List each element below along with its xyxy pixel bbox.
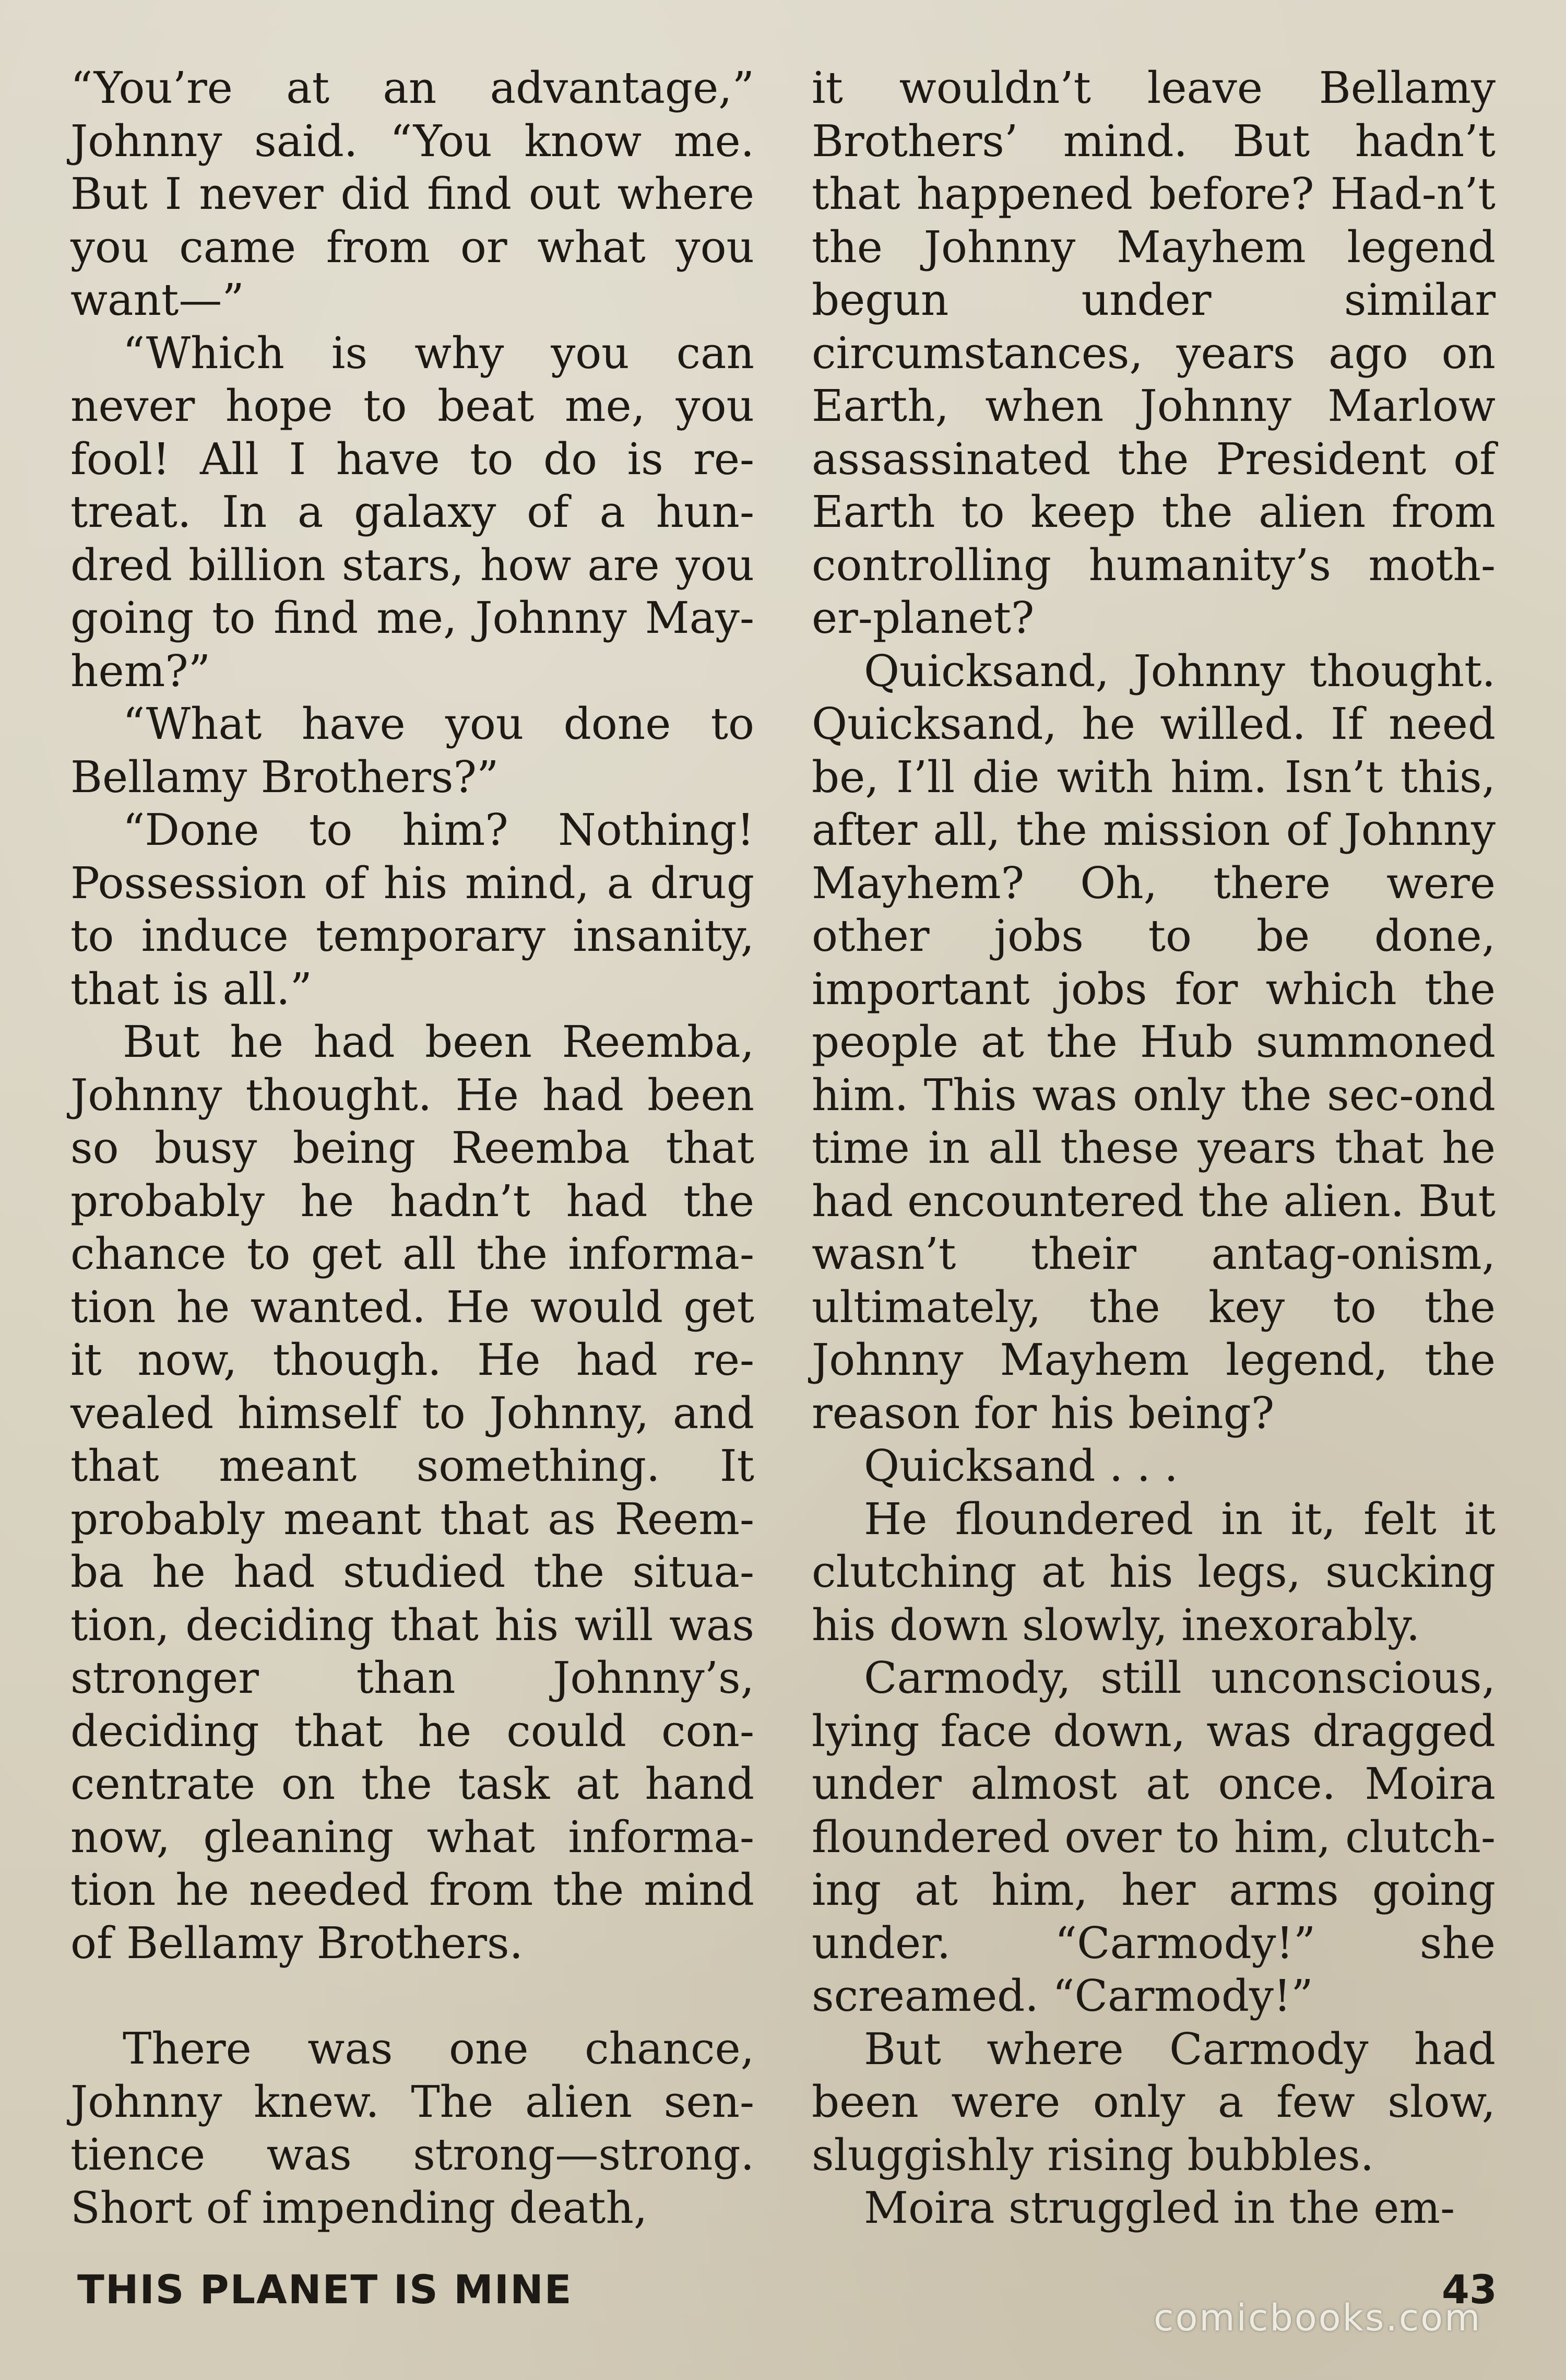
- paragraph: “Done to him? Nothing! Possession of his mind, a drug to induce temporary insanity, that is all.”: [70, 805, 754, 1015]
- running-footer-title: THIS PLANET IS MINE: [77, 2266, 573, 2313]
- page-number: 43: [1442, 2266, 1497, 2313]
- paragraph: Moira struggled in the em-: [864, 2183, 1455, 2233]
- paragraph: He floundered in it, felt it clutching at his legs, sucking his down slowly, inexorably.: [812, 1493, 1496, 1651]
- paragraph: “Which is why you can never hope to beat me, you fool! All I have to do is re-treat. In a galaxy of a hun-dred billion stars, how are you going to find me, Johnny May-hem?”: [70, 327, 754, 697]
- right-text-column: [812, 62, 1496, 2235]
- paragraph: Quicksand . . .: [864, 1441, 1178, 1491]
- paragraph: “What have you done to Bellamy Brothers?”: [70, 699, 754, 803]
- paragraph: “You’re at an advantage,” Johnny said. “You know me. But I never did find out where you came from or what you want—”: [70, 63, 754, 325]
- left-text-column: [70, 62, 754, 2234]
- paragraph: But where Carmody had been were only a few slow, sluggishly rising bubbles.: [812, 2023, 1496, 2181]
- paragraph: Quicksand, Johnny thought. Quicksand, he willed. If need be, I’ll die with him. Isn’t this, after all, the mission of Johnny Mayhem? Oh, there were other jobs to be done, important jobs for which the people at the Hub summoned him. This was only the sec-ond time in all these years that he had encountered the alien. But wasn’t their antag-onism, ultimately, the key to the Johnny Mayhem legend, the reason for his being?: [812, 645, 1496, 1439]
- paragraph: it wouldn’t leave Bellamy Brothers’ mind. But hadn’t that happened before? Had-n’t the Johnny Mayhem legend begun under similar circumstances, years ago on Earth, when Johnny Marlow assassinated the President of Earth to keep the alien from controlling humanity’s moth-er-planet?: [812, 63, 1496, 643]
- paragraph: But he had been Reemba, Johnny thought. He had been so busy being Reemba that probably he hadn’t had the chance to get all the informa-tion he wanted. He would get it now, though. He had re-vealed himself to Johnny, and that meant something. It probably meant that as Reem-ba he had studied the situa-tion, deciding that his will was stronger than Johnny’s, deciding that he could con-centrate on the task at hand now, gleaning what informa-tion he needed from the mind of Bellamy Brothers.: [70, 1017, 754, 1969]
- site-watermark: comicbooks.com: [1154, 2296, 1482, 2339]
- paragraph: There was one chance, Johnny knew. The alien sen-tience was strong—strong. Short of impending death,: [70, 2023, 754, 2233]
- paragraph: Carmody, still unconscious, lying face down, was dragged under almost at once. Moira floundered over to him, clutch-ing at him, her arms going under. “Carmody!” she screamed. “Carmody!”: [812, 1653, 1496, 2021]
